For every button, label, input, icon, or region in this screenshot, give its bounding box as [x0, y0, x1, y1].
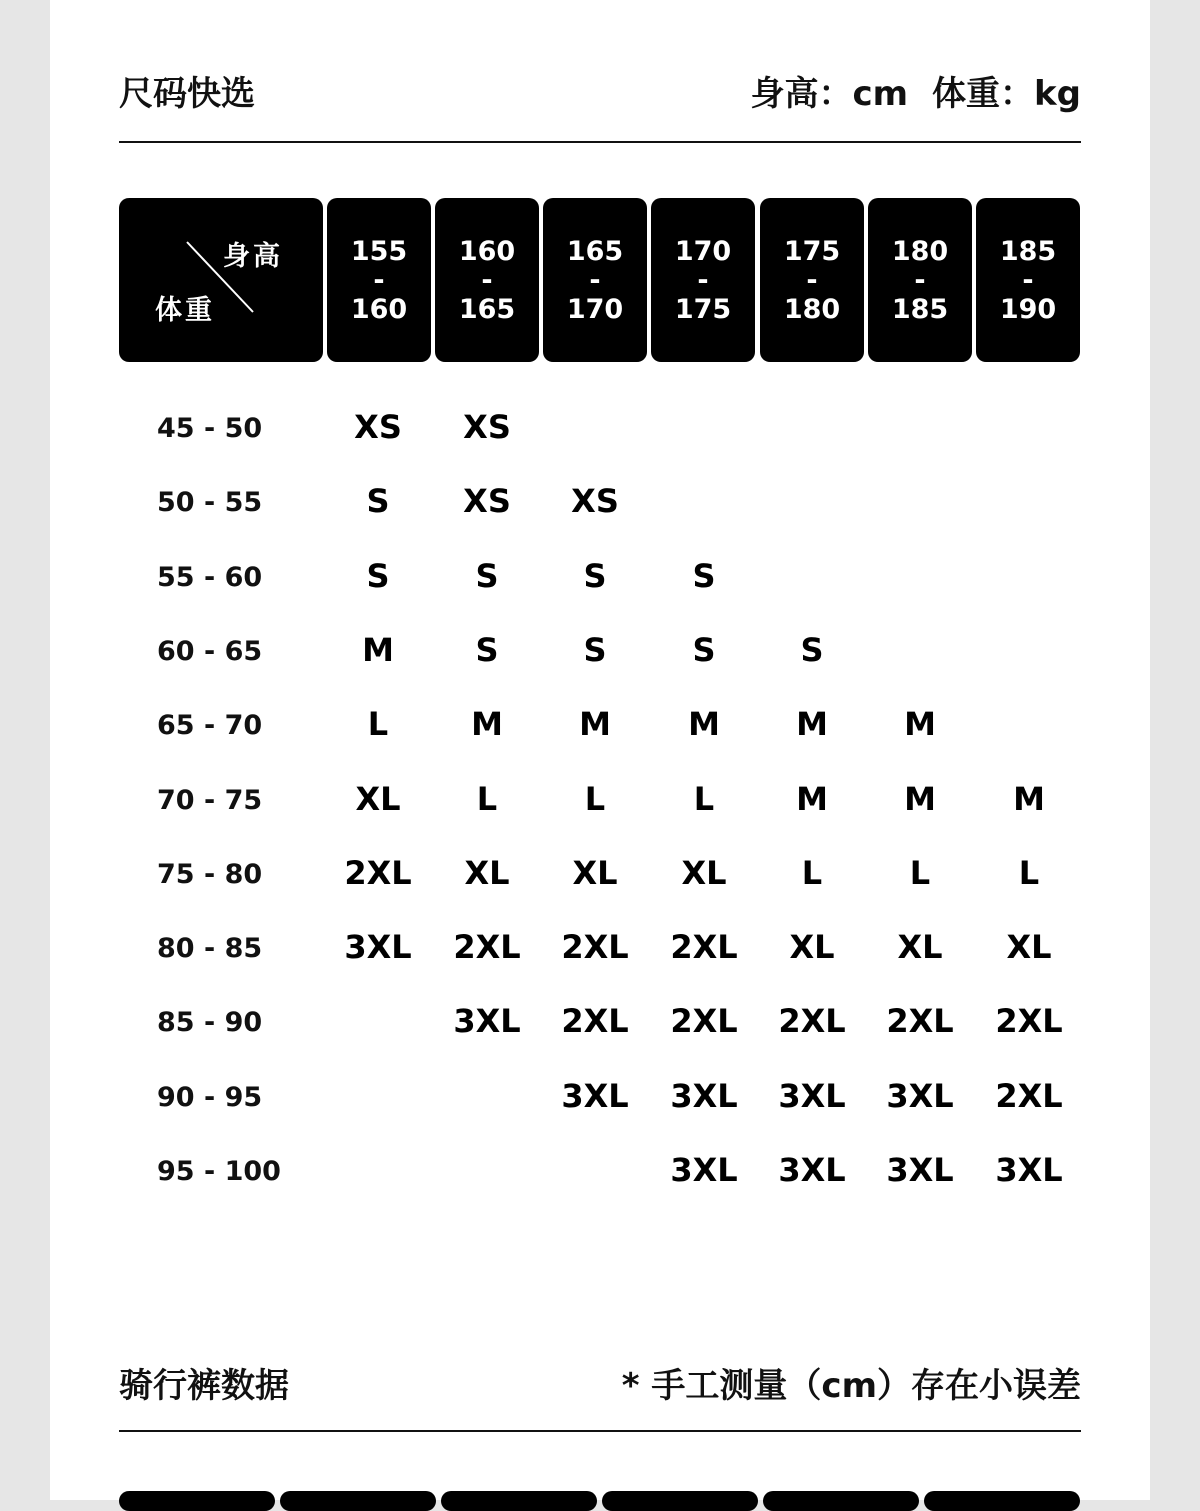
column-header	[327, 198, 431, 362]
size-cell: L	[801, 853, 823, 892]
column-header-top: 185	[999, 235, 1057, 267]
size-cell: S	[692, 556, 716, 595]
size-cell	[866, 556, 974, 596]
size-cell: 3XL	[453, 1002, 521, 1041]
column-header	[543, 198, 647, 362]
size-cell	[324, 1150, 432, 1190]
size-cell: 2XL	[670, 1002, 738, 1041]
size-cell: XL	[572, 853, 618, 892]
column-header-bottom: 185	[891, 293, 949, 325]
column-header-bottom: 190	[999, 293, 1057, 325]
size-cell	[324, 1076, 432, 1116]
measurement-note: * 手工测量（cm）存在小误差	[621, 1366, 1081, 1406]
size-cell	[433, 1150, 541, 1190]
size-cell: XS	[354, 408, 402, 446]
size-cell	[758, 556, 866, 596]
column-header-top: 155	[350, 235, 408, 267]
size-cell: 2XL	[886, 1002, 954, 1041]
size-cell: L	[584, 779, 606, 818]
table-header-cell	[602, 1491, 758, 1511]
size-cell: M	[904, 705, 936, 744]
size-cell: 2XL	[778, 1002, 846, 1041]
column-header	[868, 198, 972, 362]
size-cell: M	[1013, 779, 1045, 818]
size-cell	[650, 481, 758, 521]
size-cell: L	[693, 779, 715, 818]
units-label	[750, 66, 1081, 115]
size-cell: 3XL	[561, 1076, 629, 1115]
weight-range-label: 95 - 100	[157, 1156, 281, 1187]
size-cell: XS	[463, 408, 511, 446]
column-header-bottom: 175	[674, 293, 732, 325]
column-header	[976, 198, 1080, 362]
size-cell: 2XL	[561, 1002, 629, 1041]
size-cell: M	[471, 705, 503, 744]
table-header-cell	[924, 1491, 1080, 1511]
table-header-cell	[441, 1491, 597, 1511]
column-header-bottom: 160	[350, 293, 408, 325]
size-cell: M	[796, 705, 828, 744]
size-cell	[975, 481, 1083, 521]
size-cell: S	[366, 482, 390, 521]
size-cell: S	[800, 630, 824, 669]
size-cell	[866, 630, 974, 670]
column-header-dash: -	[481, 264, 493, 296]
weight-range-label: 70 - 75	[157, 784, 263, 816]
size-cell: L	[476, 779, 498, 818]
size-cell	[975, 407, 1083, 447]
size-cell: 3XL	[778, 1076, 846, 1115]
weight-range-label: 60 - 65	[157, 635, 263, 667]
size-cell	[541, 407, 649, 447]
size-cell: XL	[355, 779, 401, 818]
size-cell: 2XL	[561, 928, 629, 967]
size-cell: M	[904, 779, 936, 818]
size-cell	[758, 407, 866, 447]
column-header-bottom: 165	[458, 293, 516, 325]
size-cell	[866, 481, 974, 521]
size-cell: S	[475, 556, 499, 595]
size-cell	[433, 1076, 541, 1116]
size-cell: 3XL	[670, 1076, 738, 1115]
column-header-top: 160	[458, 235, 516, 267]
column-header-bottom: 170	[566, 293, 624, 325]
size-cell	[541, 1150, 649, 1190]
corner-height-label: 身高	[223, 241, 283, 272]
size-cell	[975, 556, 1083, 596]
divider	[119, 1430, 1081, 1432]
size-cell	[650, 407, 758, 447]
table-header-cell	[280, 1491, 436, 1511]
size-cell: XL	[681, 853, 727, 892]
size-cell: M	[362, 630, 394, 669]
size-cell: S	[583, 556, 607, 595]
column-header	[651, 198, 755, 362]
divider	[119, 141, 1081, 143]
size-cell	[975, 704, 1083, 744]
column-header-dash: -	[914, 264, 926, 296]
size-cell: M	[796, 779, 828, 818]
size-cell: S	[475, 630, 499, 669]
section-title: 尺码快选	[119, 74, 255, 114]
column-header-top: 165	[566, 235, 624, 267]
size-cell: XS	[571, 482, 619, 521]
size-cell: M	[688, 705, 720, 744]
size-cell: 3XL	[344, 928, 412, 967]
size-cell: 2XL	[453, 928, 521, 967]
height-unit-label: 身高：cm	[750, 74, 909, 114]
weight-range-label: 50 - 55	[157, 487, 263, 519]
size-cell: XL	[789, 928, 835, 967]
size-cell: 2XL	[995, 1076, 1063, 1115]
size-cell: S	[692, 630, 716, 669]
size-cell: XS	[463, 482, 511, 521]
table-corner-header	[119, 198, 323, 362]
column-header	[760, 198, 864, 362]
weight-unit-label: 体重：kg	[932, 74, 1081, 114]
size-cell: 3XL	[670, 1151, 738, 1189]
column-header-top: 170	[674, 235, 732, 267]
size-cell: 3XL	[886, 1151, 954, 1189]
column-header-dash: -	[1022, 264, 1034, 296]
table-header-cell	[763, 1491, 919, 1511]
size-cell: 2XL	[995, 1002, 1063, 1041]
size-cell: L	[367, 705, 389, 744]
weight-range-label: 75 - 80	[157, 858, 263, 890]
size-cell: XL	[1006, 928, 1052, 967]
size-cell: M	[579, 705, 611, 744]
size-cell: XL	[464, 853, 510, 892]
weight-range-label: 90 - 95	[157, 1081, 263, 1113]
table-header-cell	[119, 1491, 275, 1511]
column-header-dash: -	[373, 264, 385, 296]
size-cell: S	[366, 556, 390, 595]
column-header-dash: -	[589, 264, 601, 296]
size-cell: 3XL	[886, 1076, 954, 1115]
column-header-top: 180	[891, 235, 949, 267]
weight-range-label: 85 - 90	[157, 1007, 263, 1039]
size-cell: 3XL	[778, 1151, 846, 1189]
weight-range-label: 65 - 70	[157, 710, 263, 742]
size-cell: S	[583, 630, 607, 669]
column-header	[435, 198, 539, 362]
size-cell: L	[1018, 853, 1040, 892]
corner-weight-label: 体重	[155, 295, 215, 326]
weight-range-label: 45 - 50	[157, 413, 263, 444]
pants-data-header	[119, 1358, 1081, 1407]
section-title: 骑行裤数据	[119, 1366, 289, 1406]
size-cell: 2XL	[670, 928, 738, 967]
column-header-dash: -	[697, 264, 709, 296]
column-header-top: 175	[783, 235, 841, 267]
size-quick-select-header	[119, 66, 1081, 115]
size-cell	[324, 1001, 432, 1041]
size-cell	[866, 407, 974, 447]
size-cell	[758, 481, 866, 521]
column-header-dash: -	[806, 264, 818, 296]
size-cell	[975, 630, 1083, 670]
weight-range-label: 55 - 60	[157, 561, 263, 593]
weight-range-label: 80 - 85	[157, 933, 263, 965]
size-cell: L	[909, 853, 931, 892]
size-cell: XL	[897, 928, 943, 967]
size-cell: 3XL	[995, 1151, 1063, 1189]
column-header-bottom: 180	[783, 293, 841, 325]
diagonal-divider-icon	[119, 198, 323, 362]
size-cell: 2XL	[344, 853, 412, 892]
